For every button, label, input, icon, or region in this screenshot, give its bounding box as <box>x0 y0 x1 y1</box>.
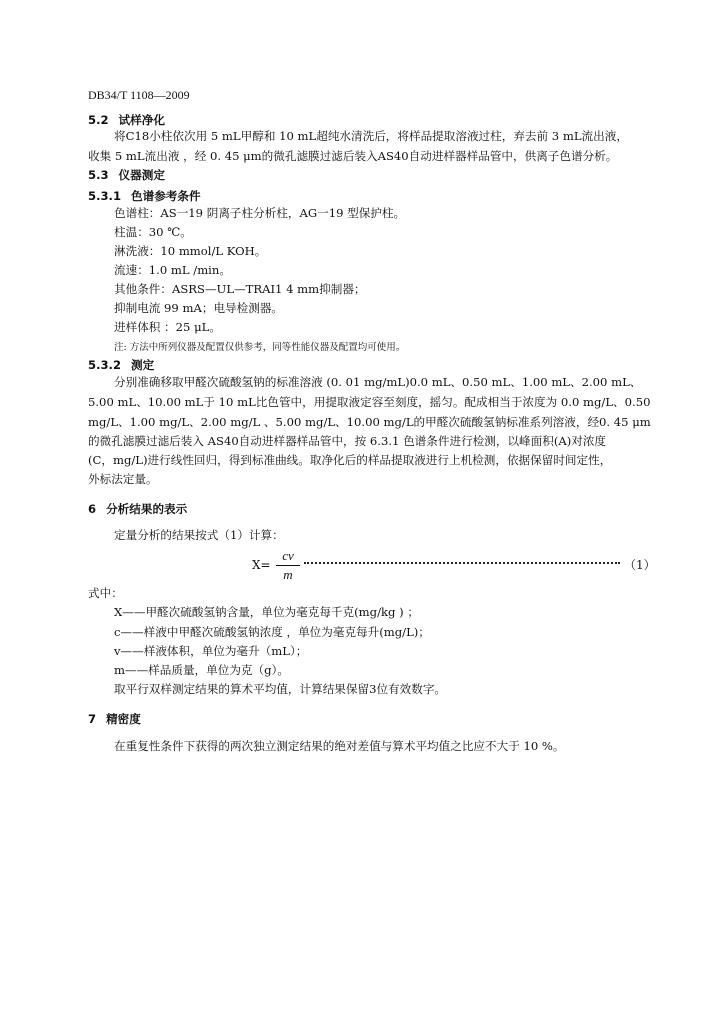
section-number: 5.3.2 <box>88 358 122 372</box>
variable-definition: c——样液中甲醛次硫酸氢钠浓度 ，单位为毫克每升(mg/L)； <box>114 625 430 639</box>
section-title: 测定 <box>131 358 155 372</box>
section-5-3-heading <box>88 167 165 183</box>
result-rule: 取平行双样测定结果的算术平均值，计算结果保留3位有效数字。 <box>114 682 447 696</box>
paragraph-line: 的微孔滤膜过滤后装入 AS40自动进样器样品管中，按 6.3.1 色谱条件进行检测，以峰面积(A)对浓度 <box>88 434 607 448</box>
formula-denominator: m <box>283 567 293 582</box>
section-5-2-heading <box>88 112 165 128</box>
condition-current: 抑制电流 99 mA；电导检测器。 <box>114 301 284 315</box>
condition-column: 色谱柱：AS一19 阴离子柱分析柱，AG一19 型保护柱。 <box>114 206 406 220</box>
paragraph-line: 5.00 mL、10.00 mL于 10 mL比色管中，用提取液定容至刻度，摇匀。配成相当于浓度为 0.0 mg/L、0.50 <box>88 395 651 409</box>
formula-1 <box>252 548 656 586</box>
precision-text: 在重复性条件下获得的两次独立测定结果的绝对差值与算术平均值之比应不大于 10 %。 <box>114 739 565 753</box>
condition-volume: 进样体积 ：25 μL。 <box>114 320 221 334</box>
condition-eluent: 淋洗液：10 mmol/L KOH。 <box>114 244 267 258</box>
section-title: 色谱参考条件 <box>131 189 201 203</box>
condition-other: 其他条件：ASRS—UL—TRAI1 4 mm抑制器； <box>114 282 366 296</box>
dot-leader <box>304 556 620 564</box>
section-number: 5.3.1 <box>88 189 122 203</box>
formula-fraction <box>276 548 300 583</box>
standard-code: DB34/T 1108—2009 <box>88 88 190 102</box>
paragraph-line: mg/L、1.00 mg/L、2.00 mg/L 、5.00 mg/L、10.00 mg/L的甲醛次硫酸氢钠标准系列溶液，经0. 45 μm <box>88 415 651 429</box>
section-5-3-2-heading <box>88 357 154 373</box>
fraction-bar <box>276 565 300 566</box>
section-number: 7 <box>88 712 97 726</box>
variable-definition: v——样液体积，单位为毫升（mL）； <box>114 644 308 658</box>
condition-temperature: 柱温：30 ℃。 <box>114 225 192 239</box>
section-5-3-1-heading <box>88 188 201 204</box>
paragraph-line: 将C18小柱依次用 5 mL甲醇和 10 mL超纯水清洗后，将样品提取溶液过柱，弃去前 3 mL流出液， <box>114 129 628 143</box>
note: 注: 方法中所列仪器及配置仅供参考，同等性能仪器及配置均可使用。 <box>114 342 406 353</box>
where-label: 式中： <box>88 586 123 600</box>
condition-flow: 流速：1.0 mL /min。 <box>114 263 231 277</box>
section-title: 仪器测定 <box>118 168 165 182</box>
formula-intro: 定量分析的结果按式（1）计算： <box>114 528 284 542</box>
section-title: 分析结果的表示 <box>106 502 188 516</box>
section-number: 6 <box>88 502 97 516</box>
section-number: 5.2 <box>88 113 109 127</box>
paragraph-line: 收集 5 mL流出液 ，经 0. 45 μm的微孔滤膜过滤后装入AS40自动进样器样品管中，供离子色谱分析。 <box>88 149 618 163</box>
variable-definition: m——样品质量，单位为克（g）。 <box>114 663 289 677</box>
section-7-heading <box>88 711 141 727</box>
formula-numerator: cv <box>282 548 294 563</box>
section-title: 试样净化 <box>118 113 165 127</box>
section-number: 5.3 <box>88 168 109 182</box>
section-6-heading <box>88 501 187 517</box>
equation-number: （1） <box>624 558 656 572</box>
variable-definition: X——甲醛次硫酸氢钠含量，单位为毫克每千克(mg/kg ) ； <box>114 605 419 619</box>
paragraph-line: (C，mg/L)进行线性回归，得到标准曲线。取净化后的样品提取液进行上机检测，依据保留时间定性， <box>88 453 612 467</box>
section-title: 精密度 <box>106 712 141 726</box>
formula-lhs: X= <box>252 558 271 572</box>
paragraph-line: 外标法定量。 <box>88 472 158 486</box>
paragraph-line: 分别准确移取甲醛次硫酸氢钠的标准溶液 (0. 01 mg/mL)0.0 mL、0.50 mL、1.00 mL、2.00 mL、 <box>114 375 642 389</box>
